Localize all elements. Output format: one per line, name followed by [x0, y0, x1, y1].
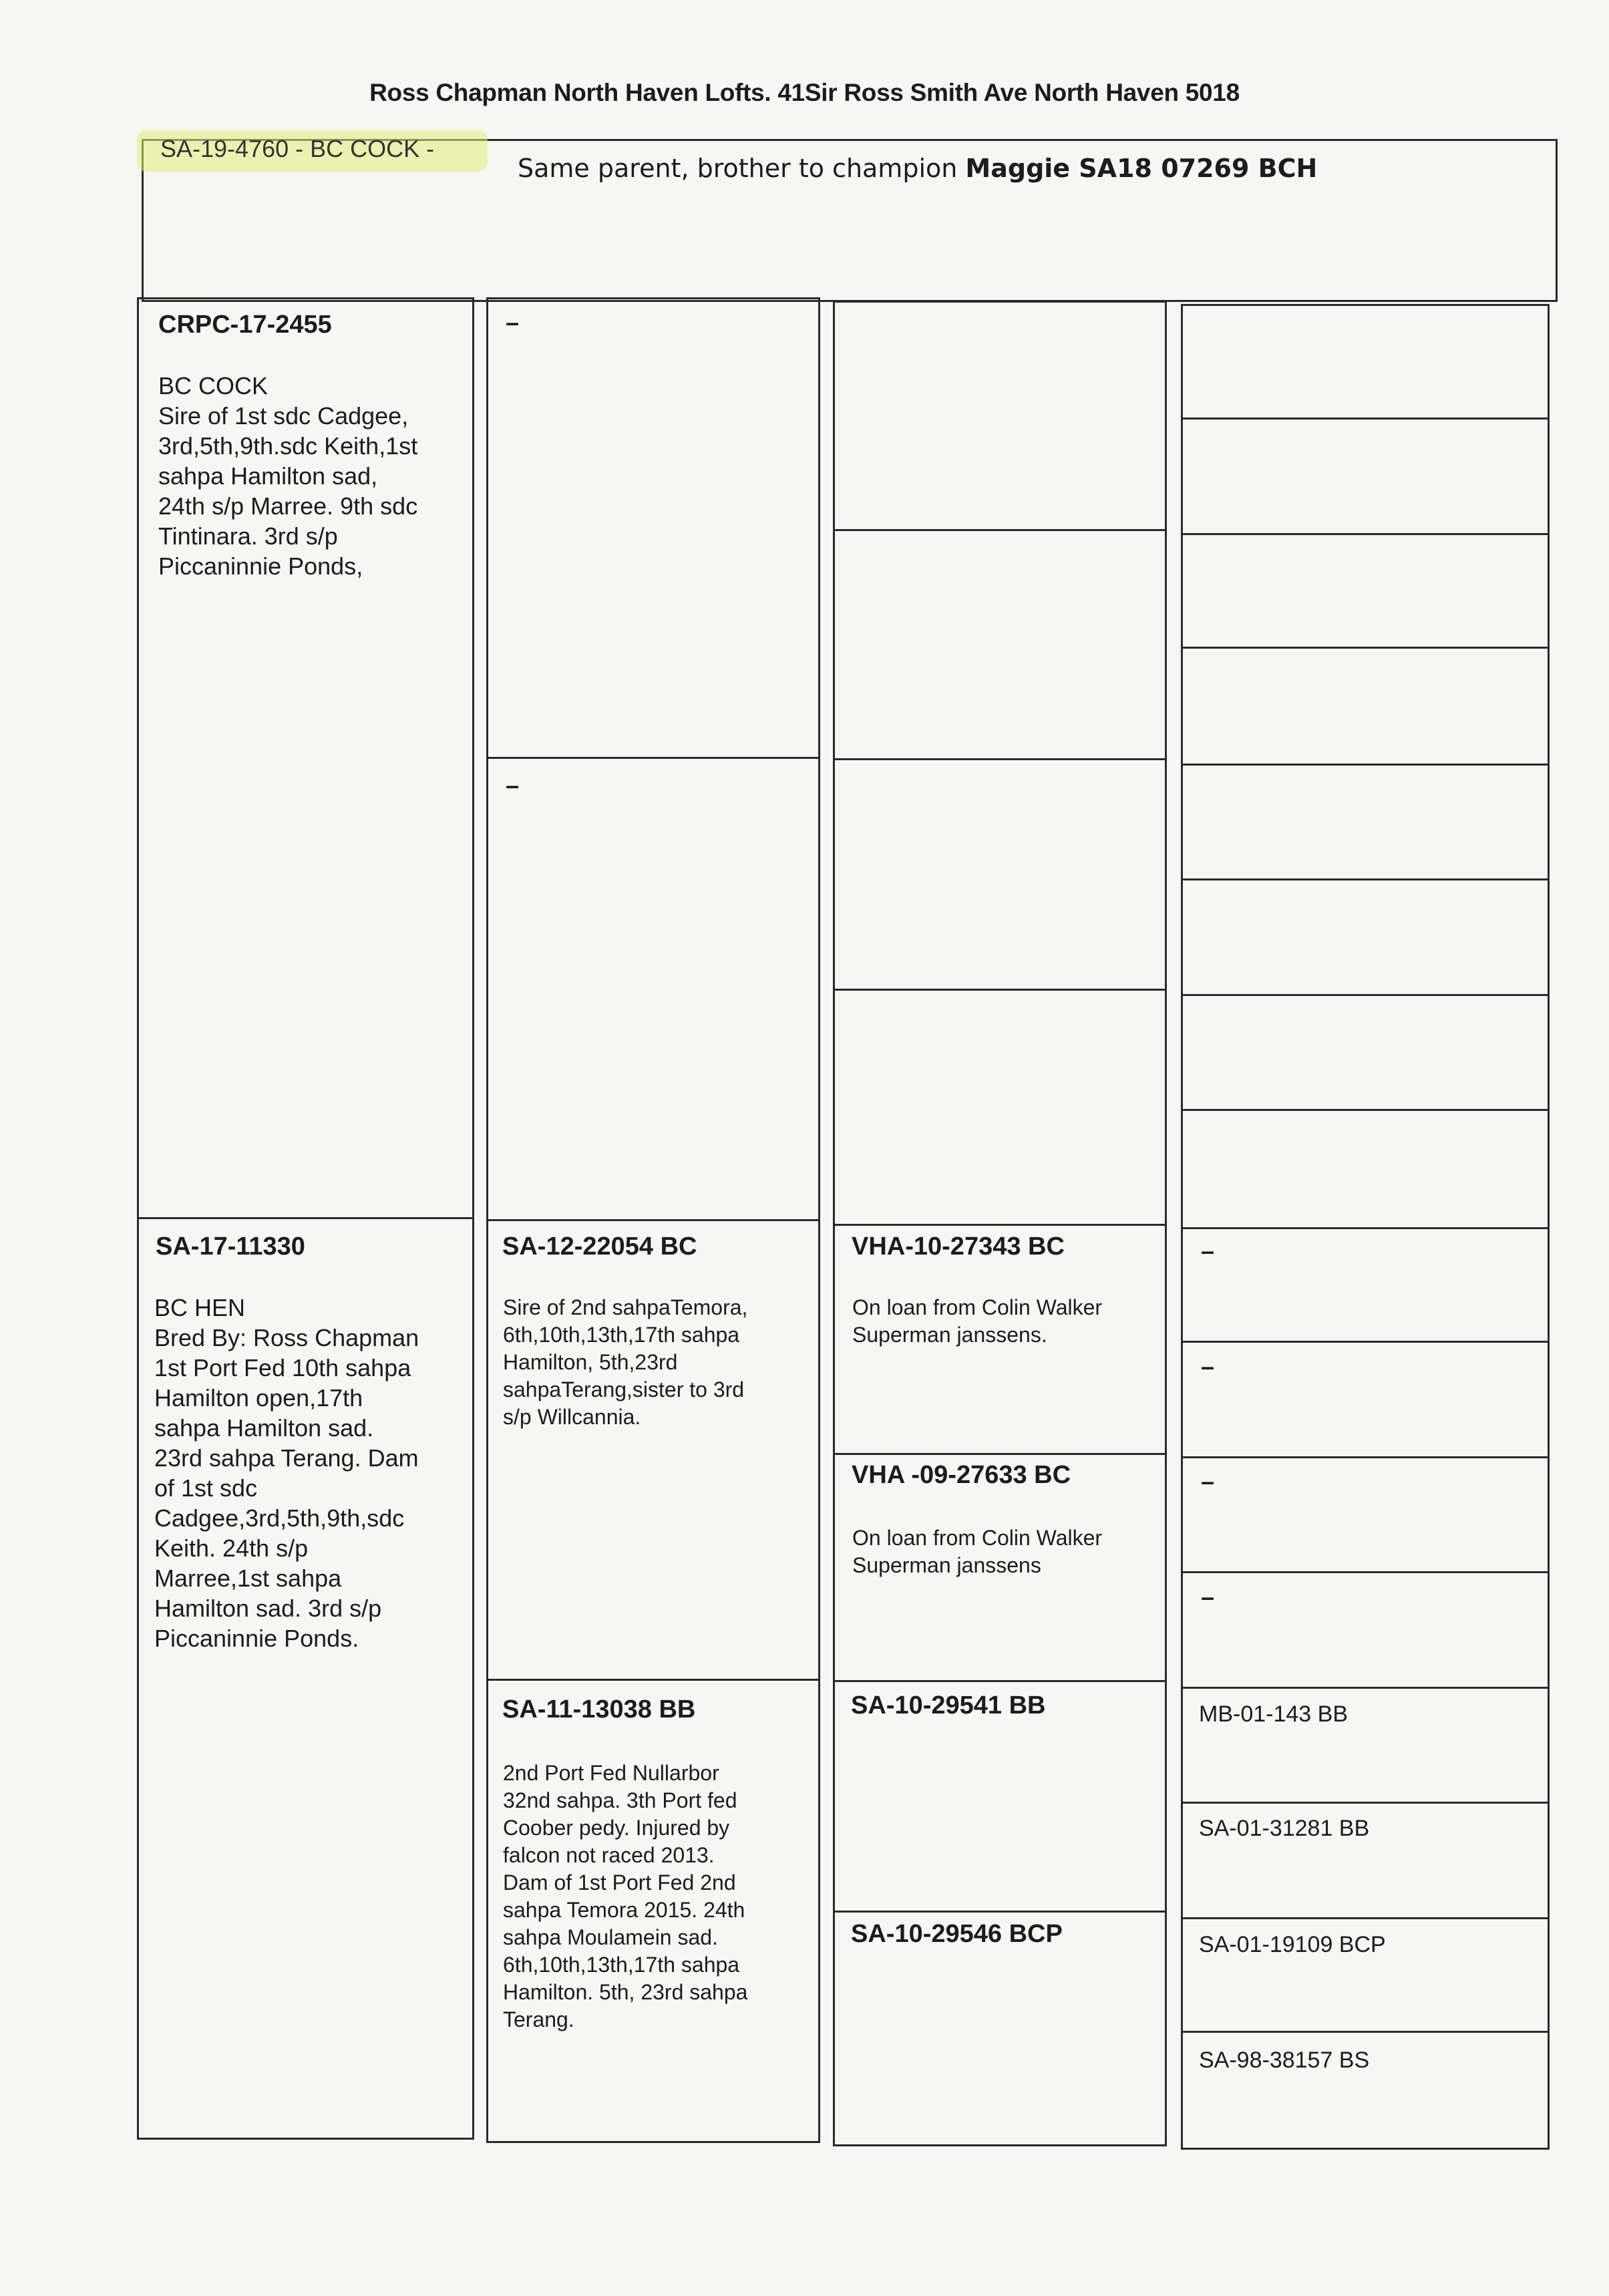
- g4-divider-12: [1181, 1687, 1550, 1689]
- g4-7: SA-01-19109 BCP: [1199, 1932, 1386, 1957]
- gp-3-id: SA-12-22054 BC: [502, 1233, 697, 1261]
- ggp-divider-1: [833, 529, 1167, 531]
- g4-3: –: [1201, 1468, 1215, 1495]
- ggp-1-id: VHA-10-27343 BC: [852, 1233, 1065, 1261]
- subject-id: SA-19-4760 - BC COCK -: [160, 135, 435, 162]
- dam-details: BC HEN Bred By: Ross Chapman 1st Port Fed 10th sahpa Hamilton open,17th sahpa Hamilton sad. 23rd sahpa Terang. Dam of 1st sdc Cadgee,3rd,5th,9th,sdc Keith. 24th s/p Marree,1st sahpa Hamilton sad. 3rd s/p Piccaninnie Ponds.: [154, 1294, 419, 1652]
- g4-divider-5: [1181, 878, 1550, 880]
- g4-divider-3: [1181, 647, 1550, 649]
- ggp-divider-4: [833, 1224, 1167, 1226]
- page-title: Ross Chapman North Haven Lofts. 41Sir Ross Smith Ave North Haven 5018: [369, 79, 1240, 106]
- g4-1: –: [1201, 1237, 1215, 1265]
- g4-divider-13: [1181, 1802, 1550, 1804]
- ggp-divider-3: [833, 989, 1167, 991]
- g4-divider-1: [1181, 418, 1550, 420]
- g4-8: SA-98-38157 BS: [1199, 2047, 1370, 2073]
- g4-divider-9: [1181, 1341, 1550, 1343]
- g4-5: MB-01-143 BB: [1199, 1701, 1348, 1727]
- ggp-2-id: VHA -09-27633 BC: [852, 1461, 1071, 1489]
- g4-divider-6: [1181, 994, 1550, 996]
- g4-divider-15: [1181, 2031, 1550, 2033]
- g4-divider-10: [1181, 1456, 1550, 1458]
- gp-2-id: –: [506, 772, 520, 799]
- ggp-1-details: On loan from Colin Walker Superman janssens.: [852, 1295, 1103, 1347]
- gp-3-details: Sire of 2nd sahpaTemora, 6th,10th,13th,17th sahpa Hamilton, 5th,23rd sahpaTerang,sister to 3rd s/p Willcannia.: [503, 1295, 748, 1429]
- g4-2: –: [1201, 1353, 1215, 1380]
- g4-divider-4: [1181, 764, 1550, 766]
- subject-note-bold: Maggie SA18 07269 BCH: [965, 154, 1318, 183]
- ggp-2-details: On loan from Colin Walker Superman janssens: [852, 1526, 1103, 1577]
- ggp-divider-6: [833, 1680, 1167, 1682]
- ggp-4-id: SA-10-29546 BCP: [851, 1920, 1063, 1948]
- ggp-divider-7: [833, 1911, 1167, 1913]
- g4-divider-14: [1181, 1917, 1550, 1919]
- sire-details: BC COCK Sire of 1st sdc Cadgee, 3rd,5th,9th.sdc Keith,1st sahpa Hamilton sad, 24th s/p Marree. 9th sdc Tintinara. 3rd s/p Piccaninnie Ponds,: [158, 372, 418, 580]
- sire-id: CRPC-17-2455: [158, 311, 332, 339]
- dam-id: SA-17-11330: [156, 1233, 305, 1261]
- g4-6: SA-01-31281 BB: [1199, 1816, 1370, 1841]
- g4-4: –: [1201, 1583, 1215, 1611]
- g4-divider-7: [1181, 1109, 1550, 1111]
- gp-divider-2: [486, 1219, 820, 1221]
- g4-divider-8: [1181, 1227, 1550, 1229]
- gp-4-details: 2nd Port Fed Nullarbor 32nd sahpa. 3th Port fed Coober pedy. Injured by falcon not raced 2013. Dam of 1st Port Fed 2nd sahpa Temora 2015. 24th sahpa Moulamein sad. 6th,10th,13th,17th sahpa Hamilton. 5th, 23rd sahpa Terang.: [503, 1761, 748, 2031]
- subject-note: [518, 154, 1317, 183]
- gp-divider-1: [486, 757, 820, 759]
- gp-4-id: SA-11-13038 BB: [502, 1695, 696, 1724]
- ggp-divider-5: [833, 1453, 1167, 1455]
- ggp-divider-2: [833, 758, 1167, 760]
- gp-divider-3: [486, 1679, 820, 1681]
- ggp-3-id: SA-10-29541 BB: [851, 1691, 1046, 1719]
- gp-1-id: –: [506, 309, 520, 336]
- g4-divider-2: [1181, 533, 1550, 535]
- subject-note-text: Same parent, brother to champion: [518, 154, 966, 183]
- parents-divider: [137, 1217, 474, 1219]
- g4-divider-11: [1181, 1571, 1550, 1573]
